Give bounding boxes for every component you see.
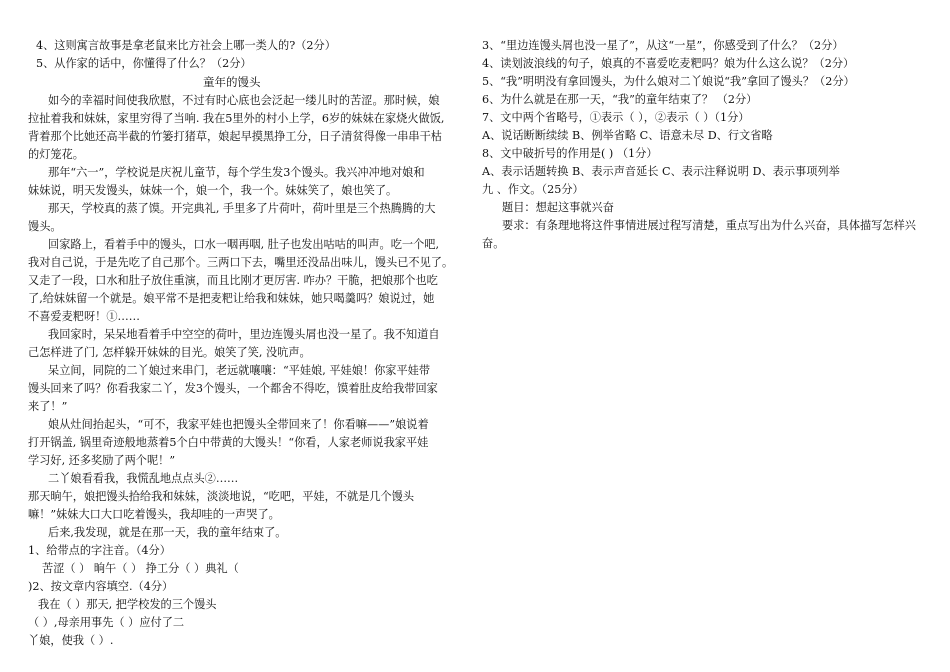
paragraph-line: 不喜爱麦粑呀！①…… [28,310,140,323]
paragraph-line: 我对自己说，于是先吃了自己那个。三两口下去，嘴里还没品出味儿，馒头已不见了。 [28,256,454,269]
fill-blank-line: （ ）,母亲用事先（ ）应付了二 [28,616,185,629]
paragraph-line: 二丫娘看看我，我慌乱地点点头②…… [48,472,239,485]
paragraph-line: 那年“六一”，学校说是庆祝儿童节，每个学生发3个馒头。我兴冲冲地对娘和 [48,166,425,179]
section-composition: 九 、作文。（25分） [482,183,584,196]
paragraph-line: 娘从灶间抬起头，“可不，我家平娃也把馒头全带回来了！你看嘛——”娘说着 [48,418,429,431]
question-7-options: A、说话断断续续 B、例举省略 C、语意未尽 D、行文省略 [482,129,773,142]
paragraph-line: 馒头回来了吗？你看我家二丫，发3个馒头，一个都舍不得吃，馍着肚皮给我带回家 [28,382,438,395]
paragraph-line: 呆立间，同院的二丫娘过来串门，老远就嚷嚷：“平娃娘, 平娃娘！你家平娃带 [48,364,431,377]
question-2: )2、按文章内容填空.（4分） [28,580,174,593]
composition-topic: 题目：想起这事就兴奋 [502,201,614,214]
composition-requirement: 要求：有条理地将这件事情进展过程写清楚，重点写出为什么兴奋，具体描写怎样兴 [502,219,916,232]
pinyin-blanks: 苦涩（ ） 晌午（ ） 挣工分（ ）典礼（ [42,562,239,575]
paragraph-line: 如今的幸福时间使我欣慰，不过有时心底也会泛起一缕儿时的苦涩。那时候，娘 [48,94,440,107]
fill-blank-line: 我在（ ）那天, 把学校发的三个馒头 [38,598,217,611]
paragraph-line: 的灯笼花。 [28,148,84,161]
paragraph-line: 后来,我发现，就是在那一天，我的童年结束了。 [48,526,287,539]
question-1: 1、给带点的字注音。（4分） [28,544,171,557]
question-3: 3、“里边连馒头屑也没一星了”，从这“一星”，你感受到了什么？（2分） [482,39,844,52]
paragraph-line: 背着那个比她还高半截的竹篓打猪草，娘起早摸黑挣工分，日子清贫得像一串串干枯 [28,130,442,143]
paragraph-line: 又走了一段，口水和肚子放住重演，而且比刚才更厉害. 咋办？干脆，把娘那个也吃 [28,274,438,287]
question-8: 8、文中破折号的作用是( ) （1分） [482,147,658,160]
paragraph-line: 回家路上，看着手中的馒头，口水一咽再咽, 肚子也发出咕咕的叫声。吃一个吧, [48,238,440,251]
paragraph-line: 来了！” [28,400,68,413]
paragraph-line: 打开锅盖, 锅里奇迹般地蒸着5个白中带黄的大馒头！“你看，人家老师说我家平娃 [28,436,429,449]
paragraph-line: 学习好, 还多奖励了两个呢！” [28,454,176,467]
question-5: 5、从作家的话中，你懂得了什么？（2分） [36,57,252,70]
question-4: 4、这则寓言故事是拿老鼠来比方社会上哪一类人的?（2分） [36,39,336,52]
paragraph-line: 己怎样进了门, 怎样躲开妹妹的目光。娘笑了笑, 没吭声。 [28,346,311,359]
fill-blank-line: 丫娘，使我（ ）. [28,634,114,647]
paragraph-line: 馒头。 [28,220,62,233]
question-8-options: A、表示话题转换 B、表示声音延长 C、表示注释说明 D、表示事项列举 [482,165,840,178]
paragraph-line: 那天，学校真的蒸了馍。开完典礼, 手里多了片荷叶，荷叶里是三个热腾腾的大 [48,202,436,215]
paragraph-line: 嘛！”妹妹大口大口吃着馒头，我却哇的一声哭了。 [28,508,280,521]
question-6: 6、为什么就是在那一天，“我”的童年结束了？ （2分） [482,93,758,106]
paragraph-line: 拉扯着我和妹妹，家里穷得了当响. 我在5里外的村小上学，6岁的妹妹在家烧火做饭, [28,112,445,125]
question-7: 7、文中两个省略号，①表示（ ），②表示（ ）（1分） [482,111,750,124]
paragraph-line: 了,给妹妹留一个就是。娘平常不是把麦粑让给我和妹妹，她只喝羹吗？娘说过，她 [28,292,435,305]
paragraph-line: 妹妹说，明天发馒头，妹妹一个，娘一个，我一个。妹妹笑了，娘也笑了。 [28,184,398,197]
paragraph-line: 我回家时，呆呆地看着手中空空的荷叶，里边连馒头屑也没一星了。我不知道自 [48,328,440,341]
question-5: 5、“我”明明没有拿回馒头，为什么娘对二丫娘说“我”拿回了馒头？（2分） [482,75,855,88]
paragraph-line: 那天晌午，娘把馒头拾给我和妹妹，淡淡地说，“吃吧，平娃，不就是几个馒头 [28,490,415,503]
question-4: 4、读划波浪线的句子，娘真的不喜爱吃麦粑吗？娘为什么这么说？（2分） [482,57,855,70]
composition-requirement: 奋。 [482,237,505,250]
article-title: 童年的馒头 [203,75,261,89]
